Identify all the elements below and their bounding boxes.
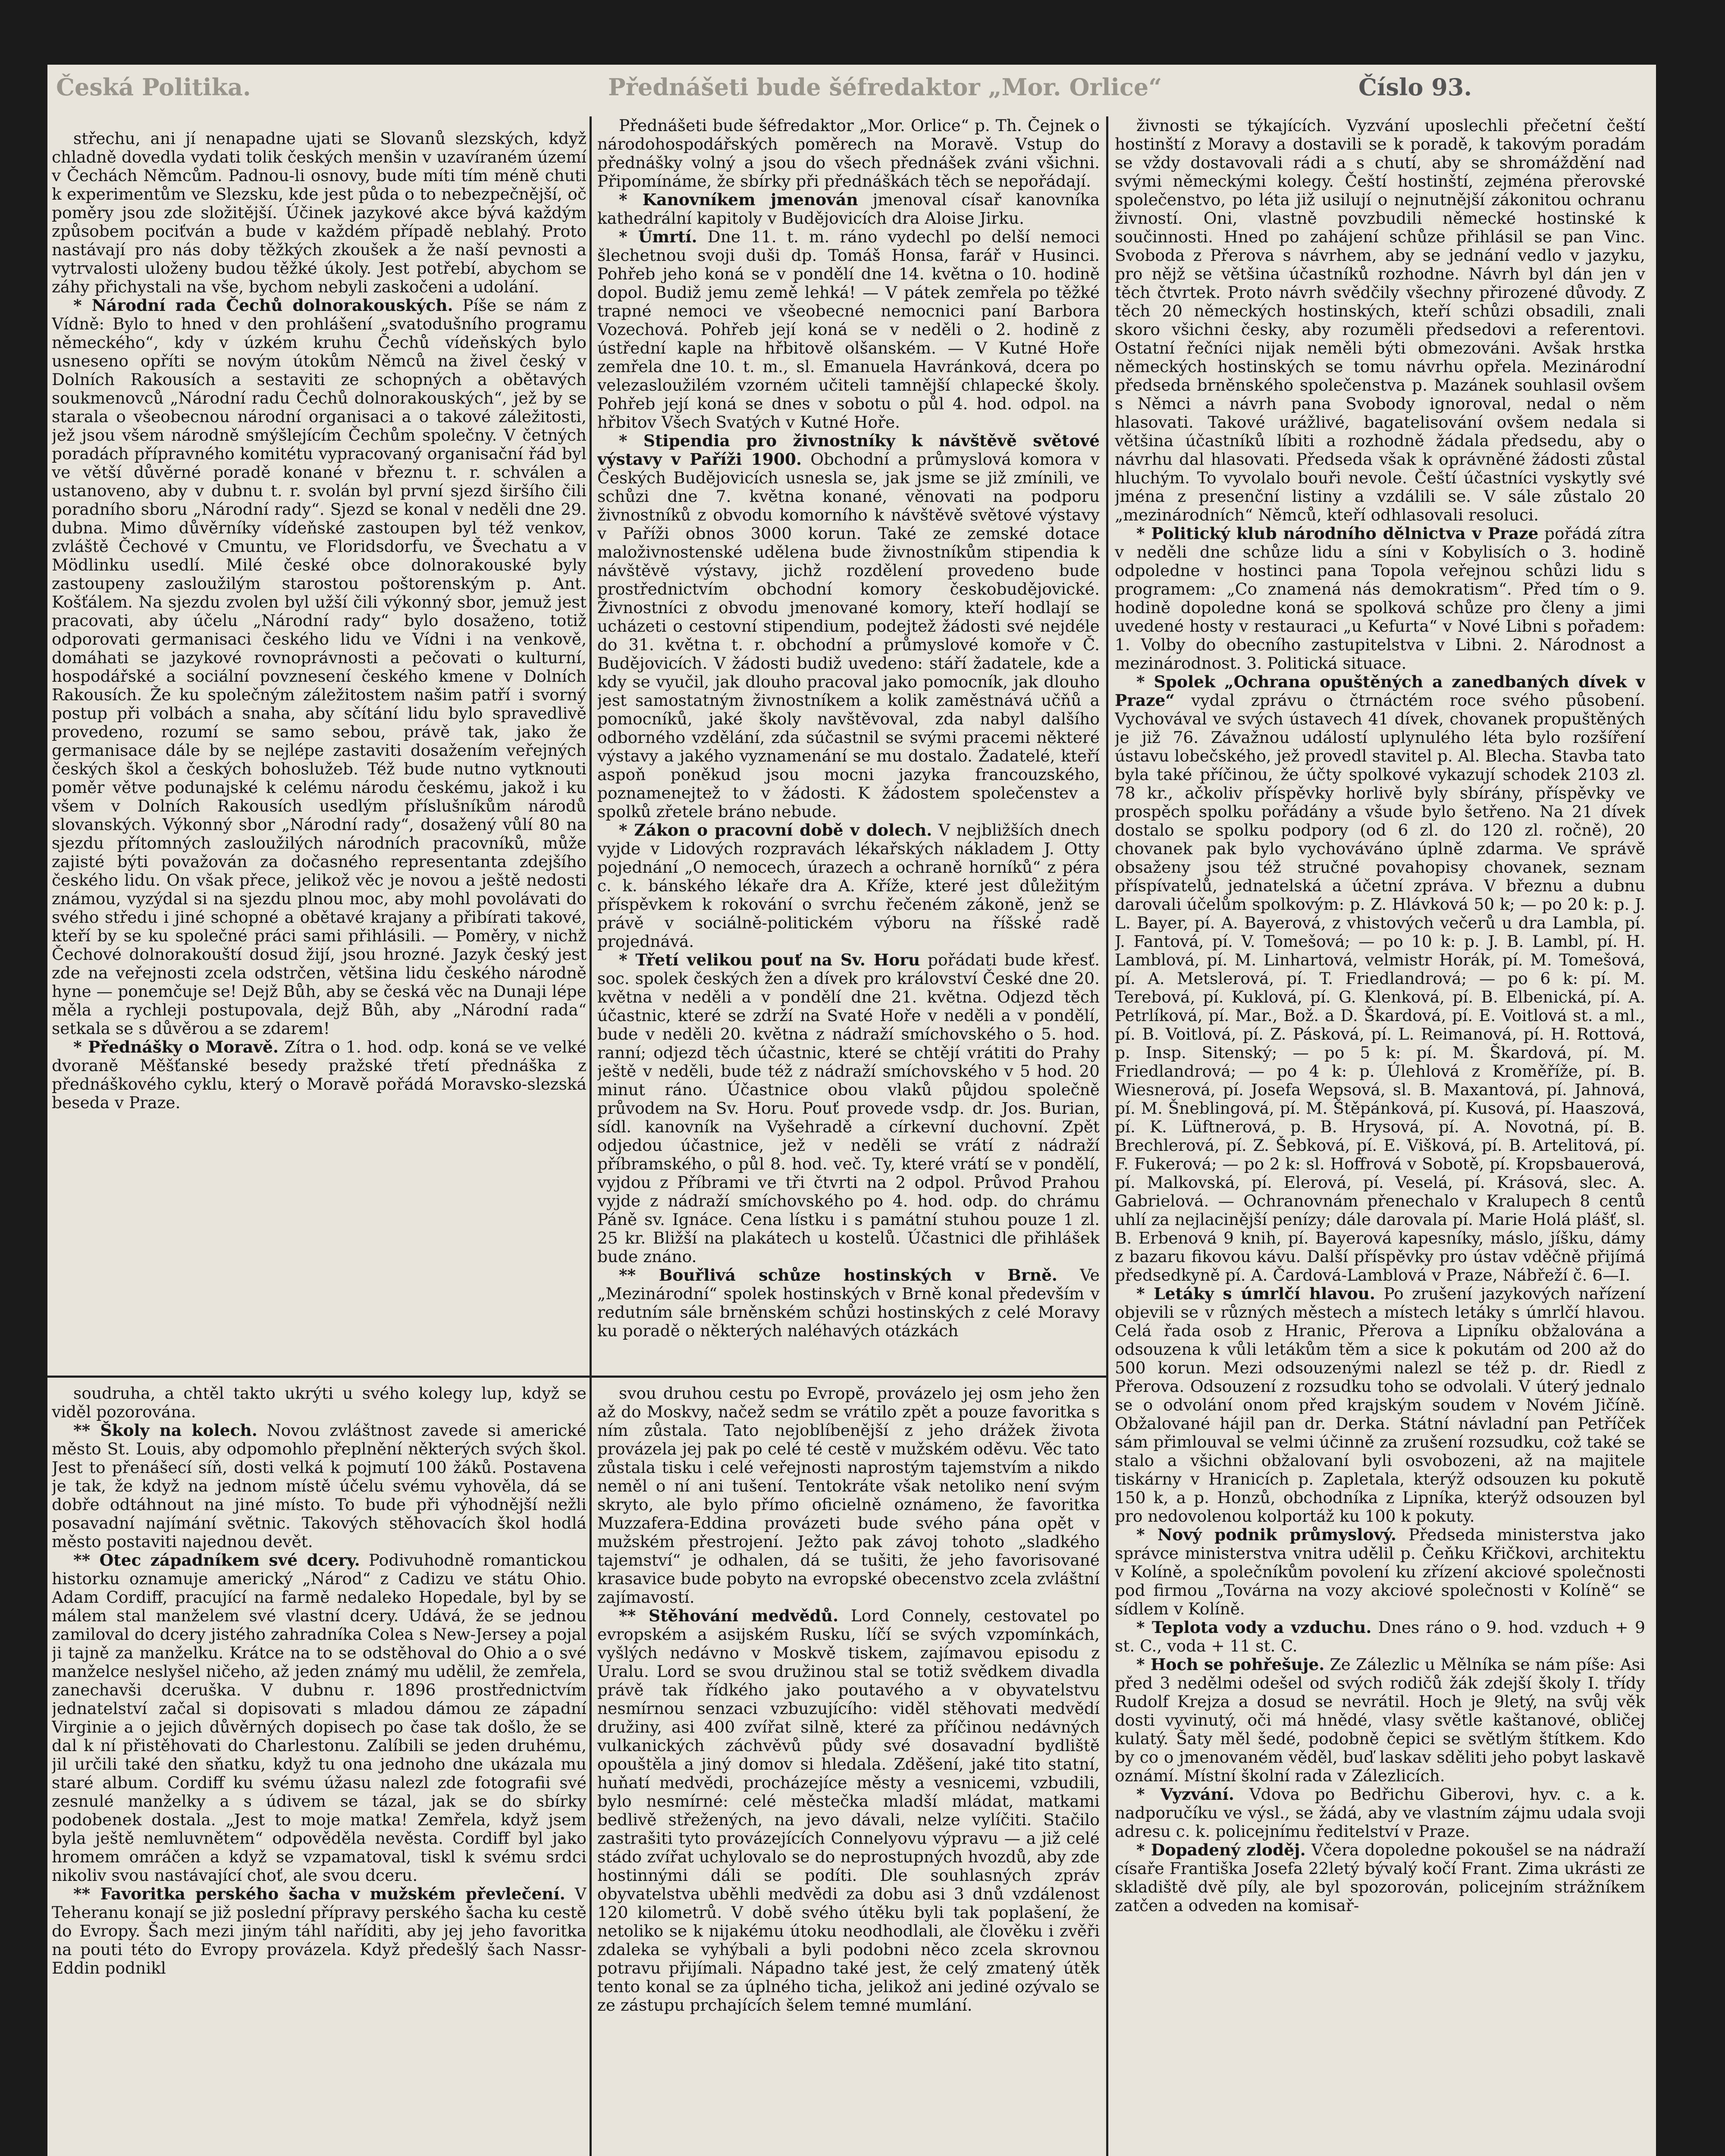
article-paragraph [1115, 116, 1645, 524]
article-paragraph [1115, 673, 1645, 1285]
article-heading: ** Favoritka perského šacha v mužském převlečení. [73, 1884, 565, 1903]
article-paragraph [597, 432, 1100, 821]
column-rule-right [1106, 116, 1108, 2156]
article-text: Vdova po Bedřichu Giberovi, hyv. c. a k. nadporučíku ve výsl., se žádá, aby ve vlastním zájmu udala svoji adresu c. k. policejnímu ředitelství v Praze. [1115, 1785, 1645, 1841]
column-5 [1115, 116, 1645, 2156]
article-paragraph [52, 1421, 586, 1551]
article-text: Dnes ráno o 9. hod. vzduch + 9 st. C., voda + 11 st. C. [1115, 1618, 1645, 1655]
article-heading: * Národní rada Čechů dolnorakouských. [73, 296, 453, 315]
article-paragraph [597, 1607, 1100, 2015]
article-text: střechu, ani jí nenapadne ujati se Slovanů slezských, když chladně dovedla vydati tolik českých menšin v uzavíraném území v Čechách Němcům. Padnou-li osnovy, bude míti tím méně chuti k experimentům ve Slezsku, kde jest půda o to nebezpečnější, oč poměry jsou zde složitější. Účinek jazykové akce bývá každým způsobem pociťván a bude v každém případě neblahý. Proto nastávají pro nás doby těžkých zkoušek a že naší pevnosti a vytrvalosti uloženy budou těžké úkoly. Jest potřebí, abychom se záhy přichystali na vše, bychom nebyli zaskočeni a udolání. [52, 129, 586, 296]
article-heading: * Zákon o pracovní době v dolech. [619, 821, 932, 840]
column-2 [52, 1384, 586, 2156]
article-paragraph [1115, 1841, 1645, 1915]
article-text: Po zrušení jazykových nařízení objevili se v různých městech a místech letáky s úmrlčí hlavou. Celá řada osob z Hranic, Přerova a Lipníku obžalována a odsouzena k vůli letákům těm a sice k pokutám od 200 až do 500 korun. Mezi odsouzenými nalezl se též p. dr. Riedl z Přerova. Odsouzení z rozsudku toho se odvolali. V úterý jednalo se o odvolání onom před krajským soudem v Novém Jičíně. Obžalované hájil pan dr. Derka. Státní návladní pan Petříček sám přimlouval se velmi účinně za zrušení rozsudku, což také se stalo a všichni obžalovaní byli osvobozeni, až na majitele tiskárny v Hranicích p. Zapletala, kterýž odsouzen ku pokutě 150 k, a p. Honzů, obchodníka z Lipníka, kterýž odsouzen byl pro nedovolenou kolportáž ku 100 k pokuty. [1115, 1284, 1645, 1526]
article-text: soudruha, a chtěl takto ukrýti u svého kolegy lup, když se viděl pozorována. [52, 1384, 586, 1421]
article-text: Lord Connely, cestovatel po evropském a asijském Rusku, líčí se svých vzpomínkách, vyšlých nedávno v Moskvě tiskem, zajímavou episodu z Uralu. Lord se svou družinou stal se totiž svědkem divadla právě tak řídkého jako poutavého a v obyvatelstvu nesmírnou senzaci vzbuzujícího: viděl stěhovati medvědí družiny, asi 400 zvířat silně, které za příčinou nedávných vulkanických záchvěvů půdy své dosavadní bydliště opouštěla a jiný domov si hledala. Zděšení, jaké tito statní, huňatí medvědi, procházejíce městy a vesnicemi, vzbudili, bylo nesmírné: celé městečka mladší mládat, matkami bedlivě střežených, na jevo dávali, nelze vylíčiti. Stačilo zastrašiti tyto provázejících Connelyovu výpravu — a již celé stádo zvířat uchylovalo se do neprostupných hvozdů, aby zde hostinnými dáli se podíti. Dle souhlasných zpráv obyvatelstva uběhli medvědi za dobu asi 3 dnů vzdálenost 120 kilometrů. V době svého útěku byli tak poplašení, že netoliko se k nijakému útoku neodhodlali, ale člověku i zvěři zdaleka se vyhýbali a byli podobni něco zcela skrovnou potravu přijímali. Nápadno také jest, že celý zmatený útěk tento konal se za úplného ticha, jelikož ani jediné ozývalo se ze zástupu prchajících šelem temné mumlání. [597, 1606, 1100, 2015]
page-header [47, 73, 1656, 112]
article-paragraph [1115, 1526, 1645, 1618]
article-heading: * Teplota vody a vzduchu. [1136, 1618, 1372, 1637]
article-text: jmenoval císař kanovníka kathedrální kapitoly v Budějovicích dra Aloise Jirku. [597, 190, 1100, 228]
article-heading: * Stipendia pro živnostníky k návštěvě světové výstavy v Paříži 1900. [597, 431, 1100, 469]
article-text: Zítra o 1. hod. odp. koná se ve velké dvoraně Měšťanské besedy pražské třetí přednáška z přednáškového cyklu, který o Moravě pořádá Moravsko-slezská beseda v Praze. [52, 1037, 586, 1112]
article-heading: ** Stěhování medvědů. [619, 1606, 839, 1625]
article-text: Včera dopoledne pokoušel se na nádraží císaře Františka Josefa 22letý bývalý kočí Frant. Zima ukrásti ze skladiště dvě píly, ale byl spozorován, policejním strážníkem zatčen a odveden na komisař- [1115, 1840, 1645, 1915]
column-1 [52, 129, 586, 1371]
article-text: V nejbližších dnech vyjde v Lidových rozpravách lékařských nákladem J. Otty pojednání „O nemocech, úrazech a ochraně horníků“ z péra c. k. bánského lékaře dra A. Kříže, které jest důležitým příspěvkem k rokování o svrchu řečeném zákoně, jenž se právě v sociálně-politickém výboru na říšské radě projednává. [597, 821, 1100, 951]
article-paragraph [597, 1384, 1100, 1607]
article-text: Ze Zálezlic u Mělníka se nám píše: Asi před 3 nedělmi odešel od svých rodičů žák zdejší školy I. třídy Rudolf Krejza a dosud se nevrátil. Hoch je 9letý, na svůj věk dosti vyvinutý, oči má hnědé, vlasy světle kaštanové, obličej kulatý. Šaty měl šedé, podobně čepici se světlým štítkem. Kdo by co o jmenovaném věděl, buď laskav sděliti jeho pobyt laskavě oznámí. Místní školní rada v Zálezlicích. [1115, 1655, 1645, 1785]
article-text: Přednášeti bude šéfredaktor „Mor. Orlice“ p. Th. Čejnek o národohospodářských poměrech na Moravě. Vstup do přednášky volný a jsou do všech přednášek zváni všichni. Připomínáme, že sbírky při přednáškách těch se nepořádají. [597, 116, 1100, 191]
article-paragraph [597, 1266, 1100, 1340]
article-text: Novou zvláštnost zavede si americké město St. Louis, aby odpomohlo přeplnění některých svých škol. Jest to přenášecí síň, dosti velká k pojmutí 100 žáků. Postavena je tak, že když na jednom místě účelu svému vyhověla, dá se dobře odtáhnout na jiné místo. To bude při výhodnější nežli posavadní najímání světnic. Takových stěhovacích škol hodlá město postaviti najednou devět. [52, 1421, 586, 1551]
article-paragraph [597, 821, 1100, 951]
header-center: Přednášeti bude šéfredaktor „Mor. Orlice“ [608, 73, 1162, 101]
article-paragraph [597, 116, 1100, 191]
article-paragraph [52, 1038, 586, 1112]
article-paragraph [52, 1885, 586, 1977]
article-paragraph [52, 296, 586, 1038]
article-text: pořádá zítra v neděli dne schůze lidu a síni v Kobylisích o 3. hodině odpoledne v hostinci pana Topola veřejnou schůzi lidu s programem: „Co znamená nás demokratism“. Před tím o 9. hodině dopoledne koná se spolková schůze pro členy a jimi uvedené hosty v restauraci „u Kefurta“ v Nové Libni s pořadem: 1. Volby do obecního zastupitelstva v Libni. 2. Národnost a mezinárodnost. 3. Politická situace. [1115, 524, 1645, 673]
article-heading: * Hoch se pohřešuje. [1136, 1655, 1325, 1674]
article-heading: * Nový podnik průmyslový. [1136, 1525, 1396, 1544]
article-paragraph [597, 228, 1100, 432]
article-paragraph [1115, 1285, 1645, 1526]
article-heading: ** Otec západníkem své dcery. [73, 1551, 360, 1570]
article-heading: * Politický klub národního dělnictva v Praze [1136, 524, 1539, 543]
article-text: Předseda ministerstva jako správce ministerstva vnitra udělil p. Čeňku Křičkovi, architektu v Kolíně, a společníkům povolení ku zřízení akciové společnosti pod firmou „Továrna na vozy akciové společnosti v Kolíně“ se sídlem v Kolíně. [1115, 1525, 1645, 1618]
header-left: Česká Politika. [56, 73, 251, 101]
article-paragraph [52, 129, 586, 296]
article-heading: * Spolek „Ochrana opuštěných a zanedbaných dívek v Praze“ [1115, 672, 1645, 710]
article-text: Obchodní a průmyslová komora v Českých Budějovicích usnesla se, jak jsme se již zmínili, ve schůzi dne 7. května konané, věnovati na podporu živnostníků z obvodu komorního k návštěvě světové výstavy v Paříži obnos 3000 korun. Také ze zemské dotace maloživnostenské udělena bude živnostníkům stipendia k návštěvě výstavy, jichž rozdělení provedeno bude prostřednictvím obchodní komory českobudějovické. Živnostníci z obvodu jmenované komory, kteří hodlají se ucházeti o cestovní stipendium, podejtež žádosti své nejdéle do 31. května t. r. obchodní a průmyslové komoře v Č. Budějovicích. V žádosti budiž uvedeno: stáří žadatele, kde a kdy se vyučil, jak dlouho pracoval jako pomocník, jak dlouho jest samostatným živnostníkem a kolik zaměstnává učňů a pomocníků, jaké školy navštěvoval, zda nabyl dalšího odborného vzdělání, zda súčastnil se svými pracemi některé výstavy a jakého vyznamenání se mu dostalo. Žadatelé, kteří aspoň poněkud jsou mocni jazyka francouzského, poznamenejtež to v žádosti. K žádostem společenstev a spolků zřetele bráno nebude. [597, 450, 1100, 821]
article-text: vydal zprávu o čtrnáctém roce svého působení. Vychovával ve svých ústavech 41 dívek, chovanek propuštěných je již 76. Závažnou událostí uplynulého léta bylo rozšíření ústavu lobečského, jež provedl stavitel p. Al. Blecha. Stavba tato byla také příčinou, že účty spolkové vykazují schodek 2103 zl. 78 kr., ačkoliv příspěvky horlivě byly sbírány, příspěvky ve prospěch spolku pořádány a všude bylo šetřeno. Na 21 dívek dostalo se spolku podpory (od 6 zl. do 120 zl. ročně), 20 chovanek pak bylo vychováváno úplně zdarma. Ve správě obsaženy jsou též stručné povahopisy chovanek, seznam příspívatelů, jednatelská a účetní zpráva. V březnu a dubnu darovali účelům spolkovým: p. Z. Hlávková 50 k; — po 20 k: p. J. L. Bayer, pí. A. Bayerová, z vhistových večerů u dra Lambla, pí. J. Fantová, pí. V. Tomešová; — po 10 k: p. J. B. Lambl, pí. H. Lamblová, pí. M. Linhartová, velmistr Horák, pí. M. Tomešová, pí. A. Metslerová, pí. T. Friedlandrová; — po 6 k: pí. M. Terebová, pí. Kuklová, pí. G. Klenková, pí. B. Elbenická, pí. A. Petrlíková, pí. Mar., Bož. a D. Škardová, pí. E. Voitlová st. a ml., pí. B. Voitlová, pí. Z. Pásková, pí. L. Reimanová, pí. H. Rottová, p. Insp. Sitenský; — po 5 k: pí. M. Škardová, pí. M. Friedlandrová; — po 4 k: p. Úlehlová z Kroměříže, pí. B. Wiesnerová, pí. Josefa Wepsová, sl. B. Maxantová, pí. Jahnová, pí. M. Šneblingová, pí. M. Štěpánková, pí. Kusová, pí. Haaszová, pí. K. Lüftnerová, p. B. Hrysová, pí. A. Novotná, pí. B. Brechlerová, pí. Z. Šebková, pí. E. Višková, pí. B. Artelitová, pí. F. Fukerová; — po 2 k: sl. Hoffrová v Sobotě, pí. Kropsbauerová, pí. Malkovská, pí. Elerová, pí. Veselá, pí. Krásová, slec. A. Gabrielová. — Ochranovnám přenechalo v Kralupech 8 centů uhlí za nejlacinější penízy; dále darovala pí. Marie Holá plášť, sl. B. Erbenová 9 knih, pí. Bayerová kapesníky, máslo, jíšku, dámy z bazaru fikovou kávu. Další příspěvky pro ústav vděčně přijímá předsedkyně pí. A. Čardová-Lamblová v Praze, Nábřeží č. 6—I. [1115, 691, 1645, 1285]
article-heading: * Letáky s úmrlčí hlavou. [1136, 1284, 1375, 1303]
article-heading: * Dopadený zloděj. [1136, 1840, 1306, 1859]
header-page-number: Číslo 93. [1358, 73, 1472, 101]
article-heading: * Třetí velikou pouť na Sv. Horu [619, 950, 920, 969]
article-heading: ** Bouřlivá schůze hostinských v Brně. [619, 1266, 1057, 1285]
article-paragraph [52, 1551, 586, 1885]
column-rule-left [590, 116, 592, 2156]
article-text: svou druhou cestu po Evropě, provázelo jej osm jeho žen až do Moskvy, načež sedm se vrátilo zpět a pouze favoritka s ním zůstala. Tato nejoblíbenější z jeho drážek života provázela jej pak po celé té cestě v mužském oděvu. Věc tato zůstala tisku i celé veřejnosti naprostým tajemstvím a nikdo neměl o ní ani tušení. Tentokráte však netoliko není svým skryto, ale bylo přímo oficielně oznámeno, že favoritka Muzzafera-Eddina provázeti bude svého pána opět v mužském přestrojení. Ježto pak závoj tohoto „sladkého tajemství“ je odhalen, dá se tušiti, že jeho favorisované krasavice bude pobyto na evropské obecenstvo zcela zvláštní zajímavostí. [597, 1384, 1100, 1607]
article-text: Ve „Mezinárodní“ spolek hostinských v Brně konal především v redutním sále brněnském schůzi hostinských z celé Moravy ku poradě o některých naléhavých otázkách [597, 1266, 1100, 1340]
article-paragraph [1115, 1618, 1645, 1655]
article-heading: * Úmrtí. [619, 227, 697, 246]
article-paragraph [597, 191, 1100, 228]
newspaper-page [47, 65, 1656, 2156]
column-3 [597, 116, 1100, 1388]
article-paragraph [52, 1384, 586, 1421]
article-heading: ** Školy na kolech. [73, 1421, 257, 1440]
article-text: Píše se nám z Vídně: Bylo to hned v den prohlášení „svatodušního programu německého“, kdy v úzkém kruhu Čechů vídeňských bylo usneseno opříti se novým útokům Němců na živel český v Dolních Rakousích a sestaviti ze schopných a obětavých soukmenovců „Národní radu Čechů dolnorakouských“, jež by se starala o všeobecnou národní organisaci a o takové záležitosti, jež jsou všem národně smýšlejícím Čechům společny. V četných poradách přípravného komitétu vypracovaný organisační řád byl ve větší důvěrné poradě konané v březnu t. r. schválen a ustanoveno, aby v dubnu t. r. svolán byl první sjezd širšího čili poradního sboru „Národní rady“. Sjezd se konal v neděli dne 29. dubna. Mimo důvěrníky vídeňské zastoupen byl též venkov, zvláště Čechové v Cmuntu, ve Floridsdorfu, ve Švechatu a v Mödlinku usedlí. Milé české obce dolnorakouské byly zastoupeny zasloužilým starostou poštorenským p. Ant. Košťálem. Na sjezdu zvolen byl užší čili výkonný sbor, jemuž jest pracovati, aby účelu „Národní rady“ bylo dosaženo, totiž odporovati germanisaci českého lidu ve Vídni i na venkově, domáhati se jazykové rovnoprávnosti a pečovati o kulturní, hospodářské a sociální povznesení českého kmene v Dolních Rakousích. Že ku společným záležitostem našim patří i svorný postup při volbách a snaha, aby sčítání lidu bylo spravedlivě provedeno, rozumí se samo sebou, právě tak, jako že germanisace dále by se nejlépe zastaviti dosažením veřejných českých škol a českých bohoslužeb. Též bude nutno vytknouti poměr větve podunajské k celému národu českému, jakož i ku všem v Dolních Rakousích usedlým příslušníkům národů slovanských. Výkonný sbor „Národní rady“, dosažený vůlí 80 na sjezdu přítomných zasloužilých národních pracovníků, může zajisté býti považován za dočasného representanta zdejšího českého lidu. On však přece, jelikož věc je novou a ještě nedosti známou, vyzýdal si na sjezdu plnou moc, aby mohl povolávati do svého středu i jiné schopné a obětavé krajany a přibírati takové, kteří by se ku společné práci sami přihlásili. — Poměry, v nichž Čechové dolnorakouští dosud žijí, jsou hrozné. Jazyk český jest zde na veřejnosti zcela odstrčen, většina lidu českého národně hyne — ponemčuje se! Dejž Bůh, aby se česká věc na Dunaji lépe měla a rychleji postupovala, dejž Bůh, aby „Národní rada“ setkala se s důvěrou a se zdarem! [52, 296, 586, 1038]
article-paragraph [1115, 1785, 1645, 1841]
column-4 [597, 1384, 1100, 2156]
article-paragraph [1115, 524, 1645, 673]
article-paragraph [1115, 1655, 1645, 1785]
article-text: pořádati bude křesť. soc. spolek českých žen a dívek pro království České dne 20. května v neděli a v pondělí dne 21. května. Odjezd těch účastnic, které se zdrží na Svaté Hoře v neděli a v pondělí, bude v neděli 20. května z nádraží smíchovského o 5. hod. ranní; odjezd těch účastnic, které se chtějí vrátiti do Prahy ještě v neděli, bude též z nádraží smíchovského v 5 hod. 20 minut ráno. Účastnice obou vlaků půjdou společně průvodem na Sv. Horu. Pouť provede vsdp. dr. Jos. Burian, sídl. kanovník na Vyšehradě a církevní duchovní. Zpět odjedou účastnice, jež v neděli se vrátí z nádraží příbramského, o půl 8. hod. več. Ty, které vrátí se v pondělí, vyjdou z Příbrami ve tři čtvrti na 2 odpol. Průvod Prahou vyjde z nádraží smíchovského po 4. hod. odp. do chrámu Páně sv. Ignáce. Cena lístku i s památní stuhou pouze 1 zl. 25 kr. Bližší na plakátech u kostelů. Účastnici dle přihlášek bude znáno. [597, 950, 1100, 1266]
article-text: Dne 11. t. m. ráno vydechl po delší nemoci šlechetnou svoji duši dp. Tomáš Honsa, farář v Husinci. Pohřeb jeho koná se v pondělí dne 14. května o 10. hodině dopol. Budiž jemu země lehká! — V pátek zemřela po těžké trapné nemoci ve všeobecné nemocnici paní Barbora Vozechová. Pohřeb její koná se v neděli o 2. hodině z ústřední kaple na hřbitově olšanském. — V Kutné Hoře zemřela dne 10. t. m., sl. Emanuela Havránková, dcera po velezasloužilém vzorném učiteli tamnější chlapecké školy. Pohřeb její koná se dnes v sobotu o půl 4. hod. odpol. na hřbitov Všech Svatých v Kutné Hoře. [597, 227, 1100, 432]
article-heading: * Přednášky o Moravě. [73, 1037, 279, 1056]
article-text: V Teheranu konají se již poslední přípravy perského šacha ku cestě do Evropy. Šach mezi jiným táhl naříditi, aby jej jeho favoritka na pouti této do Evropy provázela. Když předešlý šach Nassr-Eddin podnikl [52, 1884, 586, 1977]
article-text: živnosti se týkajících. Vyzvání uposlechli přečetní čeští hostinští z Moravy a dostavili se k poradě, k takovým poradám se vždy dostavovali rádi a s chutí, aby se shromáždění nad svými německými kolegy. Čeští hostinští, zejména přerovské společenstvo, po léta již usilují o nejnutnější zákonitou ochranu živností. Oni, vlastně povzbudili německé hostinské k součinnosti. Hned po zahájení schůze přihlásil se pan Vinc. Svoboda z Přerova s návrhem, aby se jednání vedlo v jazyku, pro nějž se většina účastníků rozhodne. Návrh byl dán jen v těch čtvrtek. Proto návrh svědčily všechny přirozené důvody. Z těch 20 německých hostinských, kteří schůzi obsadili, znali skoro všichni česky, aby rozuměli předsedovi a referentovi. Ostatní řečníci nijak neměli býti obmezováni. Avšak hrstka německých hostinských se tomu návrhu opřela. Mezinárodní předseda brněnského společenstva p. Mazánek souhlasil ovšem s Němci a návrh pana Svobody ignoroval, nedal o něm hlasovati. Takové urážlivé, bagatelisování ovšem nedala si většina účastníků líbiti a rozhodně žádala předsedu, aby o návrhu dal hlasovati. Předseda však k oprávněné žádosti zůstal hluchým. To vyvolalo bouři nevole. Čeští účastníci vyskytly své jména z presenční listiny a vzdálili se. V sále zůstalo 20 „mezinárodních“ Němců, kteří odhlasovali resoluci. [1115, 116, 1645, 524]
article-paragraph [597, 951, 1100, 1266]
article-text: Podivuhodně romantickou historku oznamuje americký „Národ“ z Cadizu ve státu Ohio. Adam Cordiff, pracující na farmě nedaleko Hopedale, byl by se málem stal manželem své vlastní dcery. Udává, že se jednou zamiloval do dcery jistého zahradníka Colea s New-Jersey a pojal ji tajně za manželku. Krátce na to se odstěhoval do Ohio a o své manželce neslyšel ničeho, až jeden známý mu udělil, že zemřela, zanechavši dceruška. V dubnu r. 1896 prostřednictvím jednatelství začal si dopisovati s mladou dámou ze západní Virginie a o jejich důvěrných dopisech po čase tak došlo, že se dal k ní přistěhovati do Charlestonu. Zalíbili se jeden druhému, jil určili také den sňatku, když tu ona jednoho dne ukázala mu staré album. Cordiff ku svému úžasu nalezl zde fotografii své zesnulé manželky a s údivem se tázal, jak se do sbírky podobenek dostala. „Jest to moje matka! Zemřela, když jsem byla ještě nemluvnětem“ odpověděla nevěsta. Cordiff byl jako hromem omráčen a když se vzpamatoval, tiskl k svému srdci nikoliv svou nastávající choť, ale svou dceru. [52, 1551, 586, 1885]
article-heading: * Kanovníkem jmenován [619, 190, 858, 209]
article-heading: * Vyzvání. [1136, 1785, 1234, 1804]
